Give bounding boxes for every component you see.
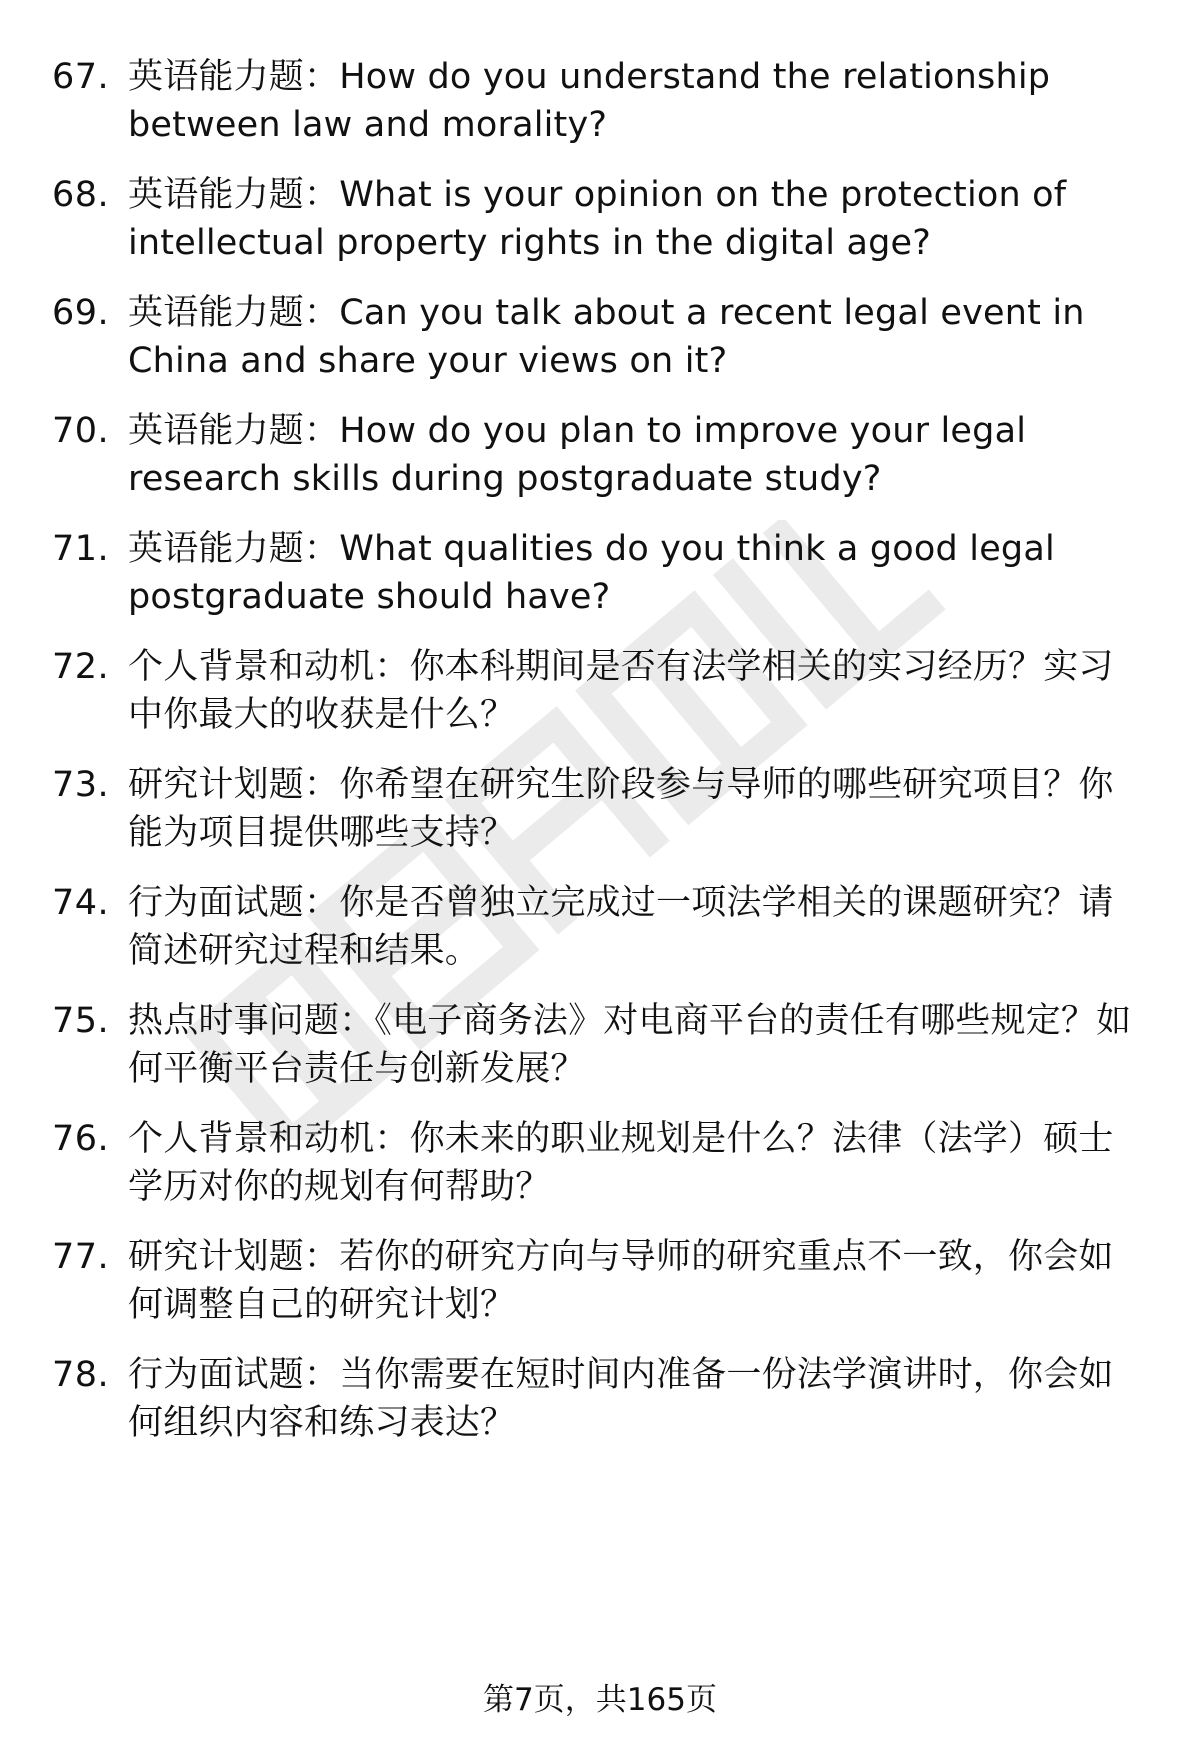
list-item (0, 525, 1200, 625)
list-item (0, 1233, 1200, 1333)
question-text: 英语能力题：Can you talk about a recent legal event in China and share your views on it? (128, 293, 1085, 381)
list-item (0, 761, 1200, 861)
question-number: 78. (52, 1355, 110, 1395)
question-number: 74. (52, 883, 110, 923)
list-item (0, 997, 1200, 1097)
question-number: 75. (52, 1001, 110, 1041)
list-item (0, 289, 1200, 389)
question-text: 个人背景和动机：你本科期间是否有法学相关的实习经历？实习中你最大的收获是什么？ (128, 647, 1114, 735)
question-text: 热点时事问题：《电子商务法》对电商平台的责任有哪些规定？如何平衡平台责任与创新发展？ (128, 1001, 1132, 1089)
question-text: 英语能力题：What is your opinion on the protection of intellectual property rights in the digital age? (128, 175, 1067, 263)
list-item (0, 643, 1200, 743)
list-item (0, 1351, 1200, 1451)
question-number: 69. (52, 293, 110, 333)
question-text: 英语能力题：What qualities do you think a good legal postgraduate should have? (128, 529, 1055, 617)
page-footer: 第7页，共165页 (483, 1682, 717, 1718)
question-number: 72. (52, 647, 110, 687)
question-text: 英语能力题：How do you understand the relationship between law and morality? (128, 57, 1051, 145)
question-number: 71. (52, 529, 110, 569)
question-number: 77. (52, 1237, 110, 1277)
question-text: 个人背景和动机：你未来的职业规划是什么？法律（法学）硕士学历对你的规划有何帮助？ (128, 1119, 1114, 1207)
question-number: 73. (52, 765, 110, 805)
question-number: 76. (52, 1119, 110, 1159)
list-item (0, 879, 1200, 979)
question-number: 70. (52, 411, 110, 451)
question-text: 行为面试题：你是否曾独立完成过一项法学相关的课题研究？请简述研究过程和结果。 (128, 883, 1114, 971)
list-item (0, 407, 1200, 507)
question-text: 行为面试题：当你需要在短时间内准备一份法学演讲时，你会如何组织内容和练习表达？ (128, 1355, 1114, 1443)
question-text: 英语能力题：How do you plan to improve your legal research skills during postgraduate study? (128, 411, 1027, 499)
list-item (0, 1115, 1200, 1215)
question-text: 研究计划题：若你的研究方向与导师的研究重点不一致，你会如何调整自己的研究计划？ (128, 1237, 1114, 1325)
question-text: 研究计划题：你希望在研究生阶段参与导师的哪些研究项目？你能为项目提供哪些支持？ (128, 765, 1114, 853)
list-item (0, 53, 1200, 153)
question-number: 67. (52, 57, 110, 97)
question-number: 68. (52, 175, 110, 215)
list-item (0, 171, 1200, 271)
